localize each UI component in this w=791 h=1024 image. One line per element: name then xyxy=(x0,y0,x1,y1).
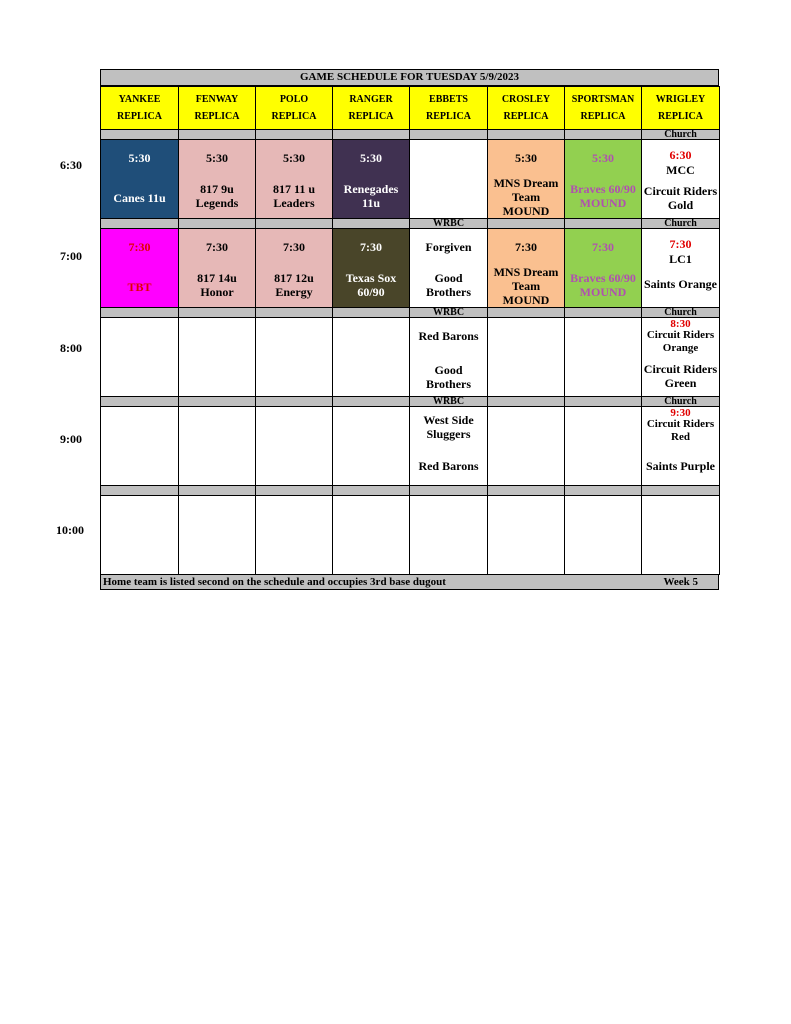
schedule-table xyxy=(100,69,719,590)
field-header-sportsman: SPORTSMAN REPLICA xyxy=(565,87,642,130)
schedule-title: GAME SCHEDULE FOR TUESDAY 5/9/2023 xyxy=(100,69,719,86)
game-cell: 7:30 LC1 Saints Orange xyxy=(642,229,720,308)
separator-wrigley: Church xyxy=(642,219,720,229)
game-cell: 5:30 817 11 u Leaders xyxy=(256,140,333,219)
field-header-ranger: RANGER REPLICA xyxy=(333,87,410,130)
field-header-ebbets: EBBETS REPLICA xyxy=(410,87,488,130)
game-cell: 7:30 TBT xyxy=(101,229,179,308)
game-cell: 7:30 817 12u Energy xyxy=(256,229,333,308)
game-cell: 5:30 Canes 11u xyxy=(101,140,179,219)
game-cell: West Side Sluggers Red Barons xyxy=(410,407,488,486)
game-cell: 8:30 Circuit Riders Orange Circuit Riders Green xyxy=(642,318,720,397)
game-cell: 5:30 MNS Dream Team MOUND xyxy=(488,140,565,219)
separator-row xyxy=(101,130,720,140)
game-cell: Red Barons Good Brothers xyxy=(410,318,488,397)
field-header-fenway: FENWAY REPLICA xyxy=(179,87,256,130)
time-label-630: 6:30 xyxy=(60,158,82,172)
time-label-900: 9:00 xyxy=(60,432,82,446)
field-header-crosley: CROSLEY REPLICA xyxy=(488,87,565,130)
time-label-700: 7:00 xyxy=(60,249,82,263)
footer-week: Week 5 xyxy=(663,576,698,588)
field-header-row xyxy=(101,87,720,130)
footer-note: Home team is listed second on the schedule and occupies 3rd base dugout xyxy=(103,576,446,588)
separator-ebbets xyxy=(410,130,488,140)
game-cell: 5:30 Braves 60/90 MOUND xyxy=(565,140,642,219)
time-slot-row xyxy=(101,318,720,397)
separator-wrigley: Church xyxy=(642,130,720,140)
separator-wrigley: Church xyxy=(642,397,720,407)
game-cell: 7:30 MNS Dream Team MOUND xyxy=(488,229,565,308)
separator-row xyxy=(101,486,720,496)
time-slot-row xyxy=(101,407,720,486)
separator-ebbets: WRBC xyxy=(410,397,488,407)
game-cell: Forgiven Good Brothers xyxy=(410,229,488,308)
time-label-1000: 10:00 xyxy=(56,523,84,537)
game-cell: 9:30 Circuit Riders Red Saints Purple xyxy=(642,407,720,486)
field-header-wrigley: WRIGLEY REPLICA xyxy=(642,87,720,130)
separator-ebbets: WRBC xyxy=(410,308,488,318)
schedule-footer xyxy=(100,575,719,590)
game-cell: 7:30 Braves 60/90 MOUND xyxy=(565,229,642,308)
time-slot-row xyxy=(101,496,720,575)
separator-wrigley: Church xyxy=(642,308,720,318)
game-cell: 7:30 Texas Sox 60/90 xyxy=(333,229,410,308)
game-cell: 5:30 Renegades 11u xyxy=(333,140,410,219)
game-cell: 7:30 817 14u Honor xyxy=(179,229,256,308)
field-header-yankee: YANKEE REPLICA xyxy=(101,87,179,130)
field-header-polo: POLO REPLICA xyxy=(256,87,333,130)
time-label-800: 8:00 xyxy=(60,341,82,355)
time-slot-row xyxy=(101,140,720,219)
separator-ebbets: WRBC xyxy=(410,219,488,229)
schedule-grid xyxy=(100,86,720,575)
separator-row xyxy=(101,219,720,229)
separator-row xyxy=(101,397,720,407)
separator-row xyxy=(101,308,720,318)
game-cell-empty xyxy=(410,140,488,219)
time-slot-row xyxy=(101,229,720,308)
game-cell: 6:30 MCC Circuit Riders Gold xyxy=(642,140,720,219)
game-cell: 5:30 817 9u Legends xyxy=(179,140,256,219)
